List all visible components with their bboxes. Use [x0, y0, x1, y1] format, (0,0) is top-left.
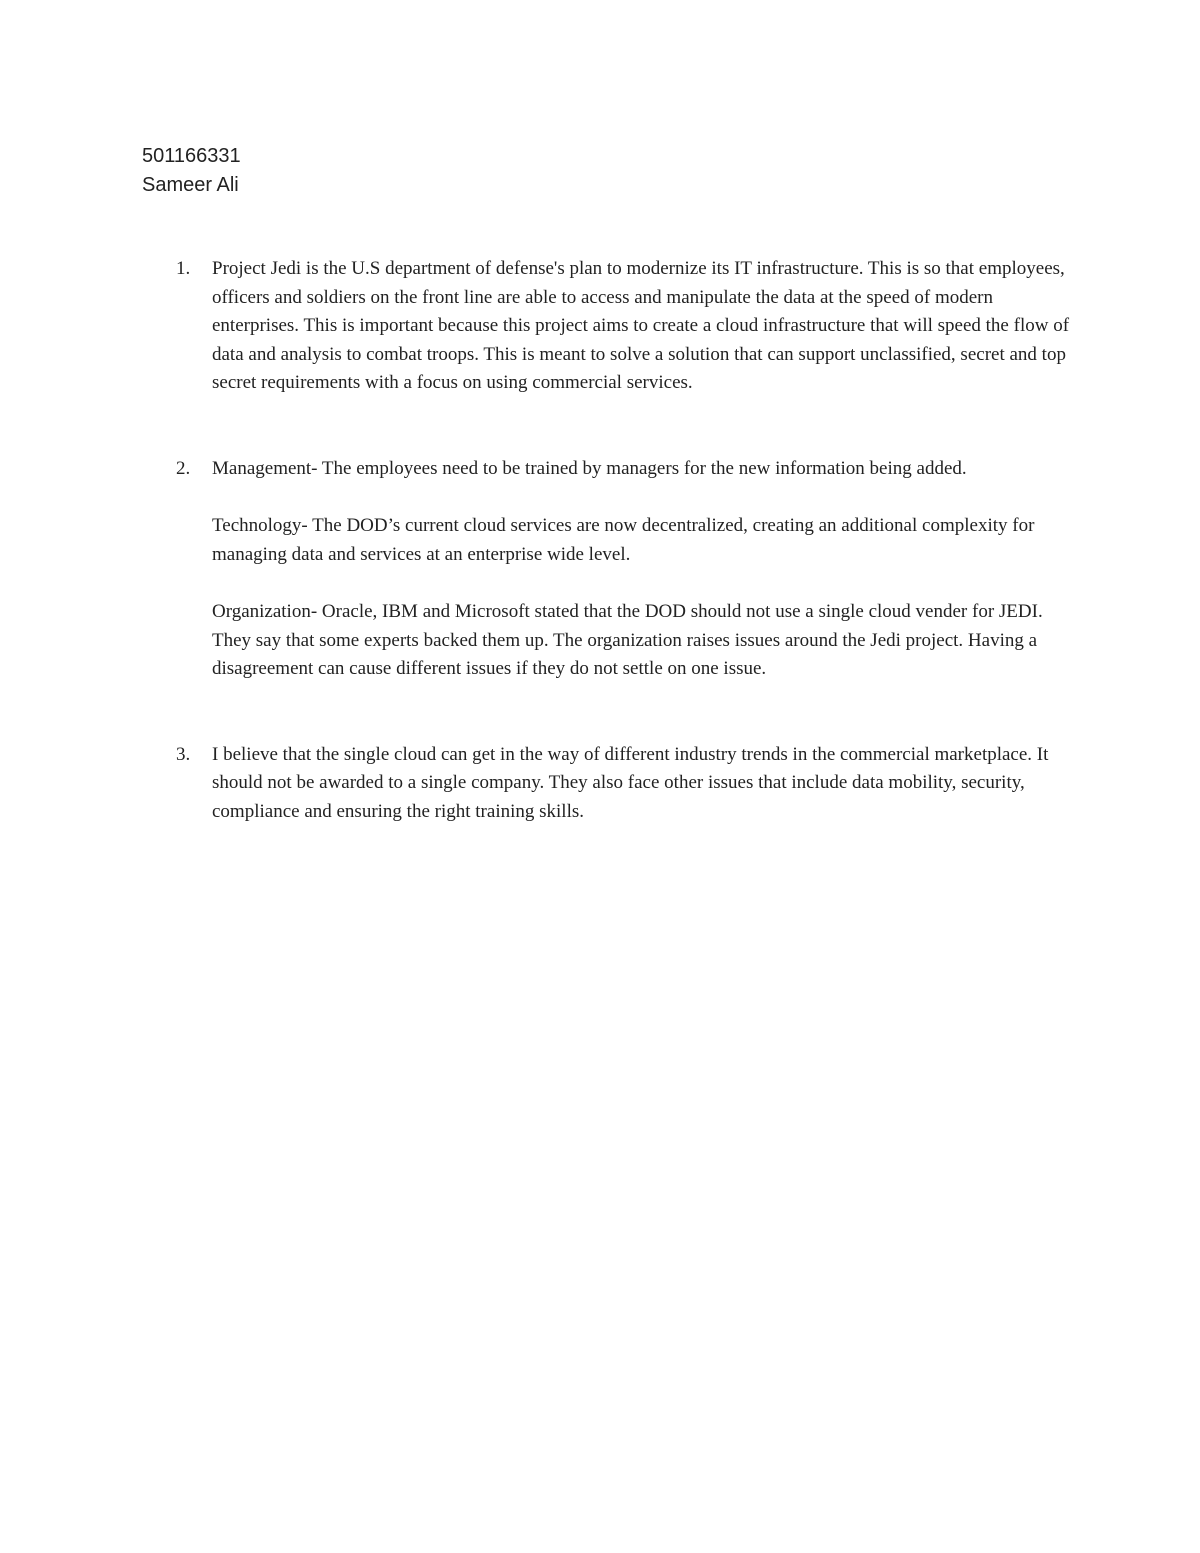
answer-3-paragraph: I believe that the single cloud can get in the way of different industry trends in the commercial marketplace. It should not be awarded to a single company. They also face other issues that include data mobility, security, compliance and ensuring the right training skills. — [212, 743, 1049, 822]
list-item-3 — [142, 741, 1072, 827]
student-id: 501166331 — [142, 145, 241, 167]
list-item-number: 2. — [176, 457, 191, 479]
organization-paragraph: Organization- Oracle, IBM and Microsoft stated that the DOD should not use a single cloud vender for JEDI. They say that some experts backed them up. The organization raises issues around the Jedi project. Having a disagreement can cause different issues if they do not settle on one issue. — [212, 600, 1043, 680]
list-item-2 — [142, 455, 1072, 684]
management-paragraph: Management- The employees need to be trained by managers for the new information being added. — [212, 457, 967, 479]
list-item-1 — [142, 255, 1072, 398]
header-block — [142, 142, 241, 200]
technology-paragraph: Technology- The DOD’s current cloud services are now decentralized, creating an additional complexity for managing data and services at an enterprise wide level. — [212, 515, 1035, 565]
numbered-answer-list — [142, 255, 1072, 827]
list-item-number: 3. — [176, 743, 191, 765]
list-item-number: 1. — [176, 258, 191, 279]
answer-1-paragraph: Project Jedi is the U.S department of defense's plan to modernize its IT infrastructure. This is so that employees, officers and soldiers on the front line are able to access and manipulate the data at the speed of modern enterprises. This is important because this project aims to create a cloud infrastructure that will speed the flow of data and analysis to combat troops. This is meant to solve a solution that can support unclassified, secret and top secret requirements with a focus on using commercial services. — [212, 258, 1070, 394]
author-name: Sameer Ali — [142, 174, 239, 196]
